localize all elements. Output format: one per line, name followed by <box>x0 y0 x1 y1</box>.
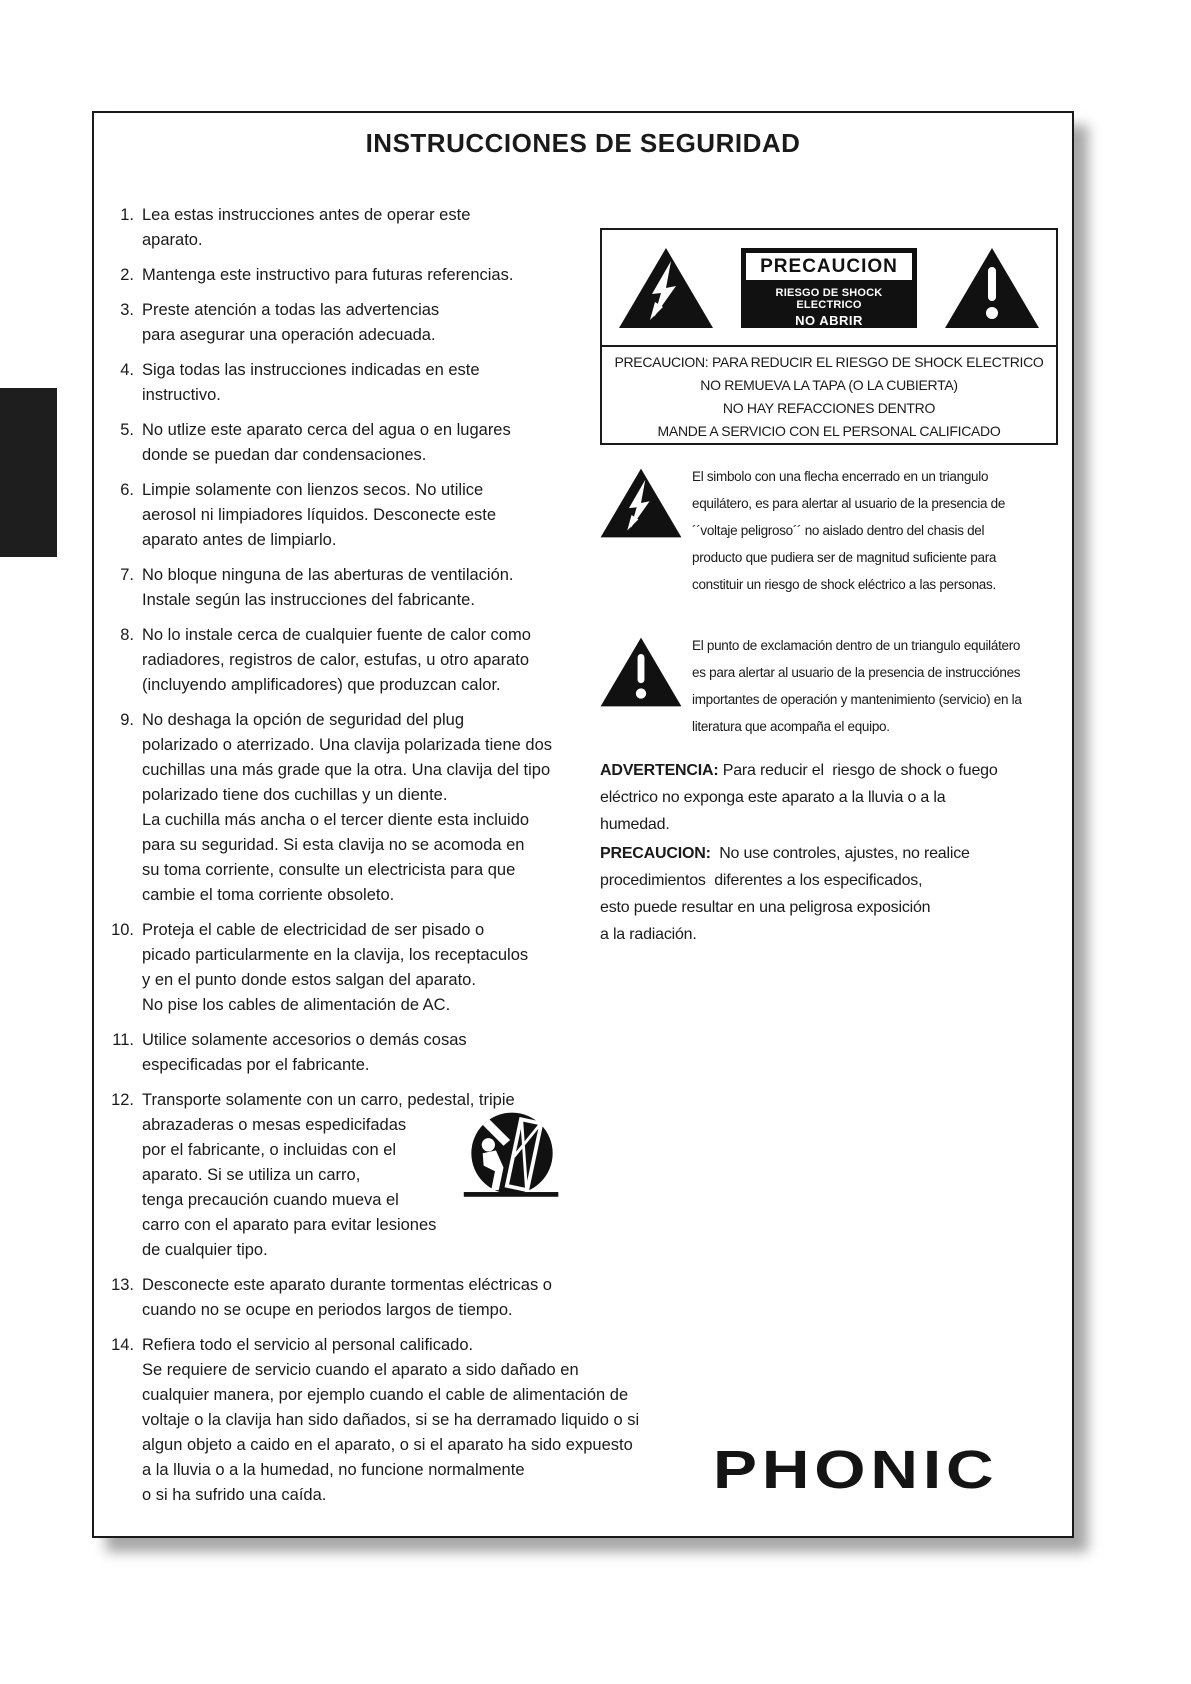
lightning-triangle-icon <box>598 465 684 541</box>
instruction-number: 5. <box>120 421 134 439</box>
instruction-item <box>108 918 653 1018</box>
instruction-item <box>108 623 653 698</box>
exclamation-note-text: El punto de exclamación dentro de un triangulo equilátero es para alertar al usuario de la presencia de instrucciónes importantes de operación y mantenimiento (servicio) en la literatura que acompaña el equipo. <box>692 638 1022 734</box>
instruction-text: Utilice solamente accesorios o demás cosas especificadas por el fabricante. <box>142 1031 467 1074</box>
instruction-text: Proteja el cable de electricidad de ser pisado o picado particularmente en la clavija, los receptaculos y en el punto donde estos salgan del aparato. No pise los cables de alimentación de AC. <box>142 921 529 1014</box>
instruction-number: 7. <box>120 566 134 584</box>
instruction-number: 13. <box>111 1276 134 1294</box>
instruction-item <box>108 418 653 468</box>
instruction-item <box>108 358 653 408</box>
instruction-number: 9. <box>120 711 134 729</box>
phonic-logo: PHONIC <box>713 1440 999 1500</box>
instruction-item <box>108 203 653 253</box>
instruction-item <box>108 563 653 613</box>
instruction-text: Mantenga este instructivo para futuras referencias. <box>142 266 514 284</box>
exclamation-symbol-note <box>598 632 1022 740</box>
advertencia-first-line: Para reducir el riesgo de shock o fuego <box>718 762 998 779</box>
caution-label-line1: RIESGO DE SHOCK ELECTRICO <box>775 286 883 311</box>
instruction-text: Refiera todo el servicio al personal calificado. Se requiere de servicio cuando el aparato a sido dañado en cualquier manera, por ejemplo cuando el cable de alimentación de voltaje o la clavija han sido dañados, si se ha derramado liquido o si algun objeto a caido en el aparato, o si el aparato ha sido expuesto a la lluvia o a la humedad, no funcione normalmente o si ha sufrido una caída. <box>142 1336 640 1504</box>
lightning-triangle-icon <box>616 245 716 331</box>
caution-box-text: PRECAUCION: PARA REDUCIR EL RIESGO DE SHOCK ELECTRICO NO REMUEVA LA TAPA (O LA CUBIERTA) NO HAY REFACCIONES DENTRO MANDE A SERVICIO CON EL PERSONAL CALIFICADO <box>614 354 1044 439</box>
instruction-item <box>108 1028 653 1078</box>
instruction-list <box>108 203 653 1518</box>
instruction-text: Preste atención a todas las advertencias para asegurar una operación adecuada. <box>142 301 440 344</box>
instruction-text: Siga todas las instrucciones indicadas en este instructivo. <box>142 361 480 404</box>
instruction-number: 11. <box>112 1031 134 1049</box>
instruction-item <box>108 478 653 553</box>
instruction-item <box>108 708 653 908</box>
advertencia-label: ADVERTENCIA: <box>600 762 719 779</box>
caution-box <box>600 228 1058 445</box>
section-tab <box>0 388 57 557</box>
lightning-note-text: El simbolo con una flecha encerrado en un triangulo equilátero, es para alertar al usuario de la presencia de ´´voltaje peligroso´´ no aislado dentro del chasis del producto que pudiera ser de magnitud suficiente para constituir un riesgo de shock eléctrico a las personas. <box>692 469 1006 592</box>
advertencia-paragraph <box>600 757 1040 838</box>
precaucion-text: procedimientos diferentes a los especificados, esto puede resultar en una peligrosa exposición a la radiación. <box>600 872 931 943</box>
instruction-item <box>108 1333 653 1508</box>
page-title: INSTRUCCIONES DE SEGURIDAD <box>365 128 801 158</box>
instruction-text: No deshaga la opción de seguridad del plug polarizado o aterrizado. Una clavija polarizada tiene dos cuchillas una más grade que la otra. Una clavija del tipo polarizado tiene dos cuchillas y un diente. La cuchilla más ancha o el tercer diente esta incluido para su seguridad. Si esta clavija no se acomoda en su toma corriente, consulte un electricista para que cambie el toma corriente obsoleto. <box>142 711 552 904</box>
instruction-text: Transporte solamente con un carro, pedestal, tripie abrazaderas o mesas espedicifadas por el fabricante, o incluidas con el aparato. Si se utiliza un carro, tenga precaución cuando mueva el carro con el aparato para evitar lesiones de cualquier tipo. <box>142 1091 515 1259</box>
instruction-item <box>108 1273 653 1323</box>
instruction-number: 1. <box>120 206 134 224</box>
instruction-number: 4. <box>120 361 134 379</box>
instruction-item <box>108 263 653 288</box>
precaucion-label: PRECAUCION: <box>600 845 711 862</box>
instruction-number: 14. <box>111 1336 134 1354</box>
instruction-text: No bloque ninguna de las aberturas de ventilación. Instale según las instrucciones del fabricante. <box>142 566 514 609</box>
instruction-text: No utlize este aparato cerca del agua o en lugares donde se puedan dar condensaciones. <box>142 421 511 464</box>
cart-warning-icon <box>460 1110 564 1206</box>
instruction-text: Limpie solamente con lienzos secos. No utilice aerosol ni limpiadores líquidos. Desconecte este aparato antes de limpiarlo. <box>142 481 497 549</box>
instruction-text: Desconecte este aparato durante tormentas eléctricas o cuando no se ocupe en periodos largos de tiempo. <box>142 1276 552 1319</box>
instruction-number: 10. <box>111 921 134 939</box>
advertencia-text: eléctrico no exponga este aparato a la lluvia o a la humedad. <box>600 789 946 833</box>
precaucion-first-line: No use controles, ajustes, no realice <box>710 845 970 862</box>
caution-box-symbols <box>602 230 1056 347</box>
exclamation-triangle-icon <box>598 634 684 710</box>
exclamation-triangle-icon <box>942 245 1042 331</box>
instruction-number: 2. <box>120 266 134 284</box>
instruction-number: 8. <box>120 626 134 644</box>
instruction-number: 6. <box>120 481 134 499</box>
lightning-symbol-note <box>598 463 1005 598</box>
precaucion-paragraph <box>600 840 1040 948</box>
instruction-number: 3. <box>120 301 134 319</box>
caution-label-line2: NO ABRIR <box>795 312 863 328</box>
caution-label-title: PRECAUCION <box>744 251 914 282</box>
instruction-text: No lo instale cerca de cualquier fuente de calor como radiadores, registros de calor, estufas, u otro aparato (incluyendo amplificadores) que produzcan calor. <box>142 626 531 694</box>
instruction-item <box>108 298 653 348</box>
instruction-text: Lea estas instrucciones antes de operar este aparato. <box>142 206 471 249</box>
instruction-item <box>108 1088 653 1263</box>
instruction-number: 12. <box>111 1091 134 1109</box>
document-page <box>92 111 1074 1538</box>
caution-label <box>741 248 917 328</box>
